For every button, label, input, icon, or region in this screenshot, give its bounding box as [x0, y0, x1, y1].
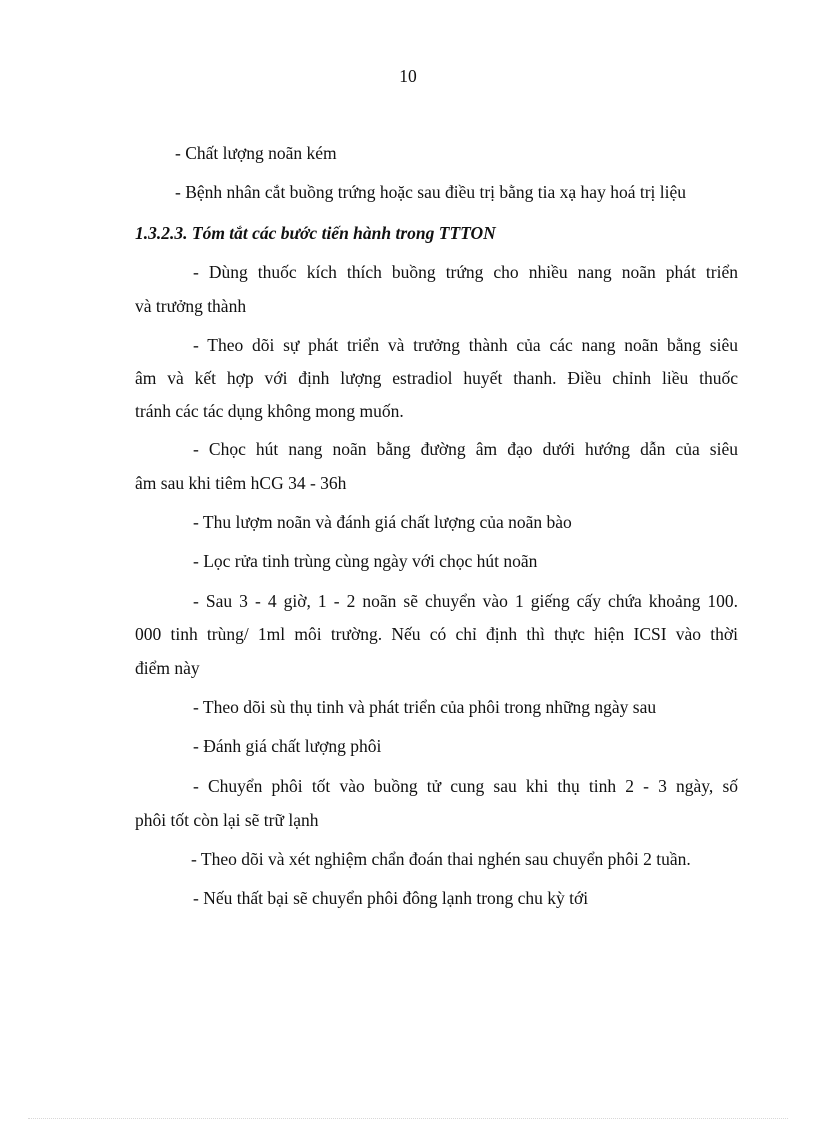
body-line: 000 tinh trùng/ 1ml môi trường. Nếu có chỉ định thì thực hiện ICSI vào thời: [135, 624, 738, 644]
body-line: - Dùng thuốc kích thích buồng trứng cho nhiều nang noãn phát triển: [193, 262, 738, 282]
body-line: - Đánh giá chất lượng phôi: [193, 736, 382, 756]
body-line: - Lọc rửa tinh trùng cùng ngày với chọc hút noãn: [193, 551, 538, 571]
body-line: - Bệnh nhân cắt buồng trứng hoặc sau điều trị bằng tia xạ hay hoá trị liệu: [175, 182, 687, 202]
footer-rule: [28, 1118, 788, 1119]
body-line: - Nếu thất bại sẽ chuyển phôi đông lạnh trong chu kỳ tới: [193, 888, 589, 908]
body-line: - Sau 3 - 4 giờ, 1 - 2 noãn sẽ chuyển vào 1 giếng cấy chứa khoảng 100.: [193, 591, 738, 611]
body-line: - Theo dõi sự phát triển và trưởng thành của các nang noãn bằng siêu: [193, 335, 738, 355]
body-line: điểm này: [135, 658, 200, 678]
section-heading: 1.3.2.3. Tóm tắt các bước tiến hành trong TTTON: [135, 223, 496, 243]
body-line: âm sau khi tiêm hCG 34 - 36h: [135, 473, 347, 493]
body-line: tránh các tác dụng không mong muốn.: [135, 401, 404, 421]
body-line: âm và kết hợp với định lượng estradiol huyết thanh. Điều chỉnh liều thuốc: [135, 368, 738, 388]
body-line: và trưởng thành: [135, 296, 247, 316]
body-line: - Theo dõi và xét nghiệm chẩn đoán thai nghén sau chuyển phôi 2 tuần.: [191, 849, 691, 869]
body-line: - Chất lượng noãn kém: [175, 143, 337, 163]
body-line: - Theo dõi sù thụ tinh và phát triển của phôi trong những ngày sau: [193, 697, 657, 717]
body-line: - Thu lượm noãn và đánh giá chất lượng của noãn bào: [193, 512, 572, 532]
page-number: 10: [399, 66, 417, 86]
body-line: - Chuyển phôi tốt vào buồng tử cung sau khi thụ tinh 2 - 3 ngày, số: [193, 776, 738, 796]
body-line: - Chọc hút nang noãn bằng đường âm đạo dưới hướng dẫn của siêu: [193, 439, 738, 459]
body-line: phôi tốt còn lại sẽ trữ lạnh: [135, 810, 319, 830]
